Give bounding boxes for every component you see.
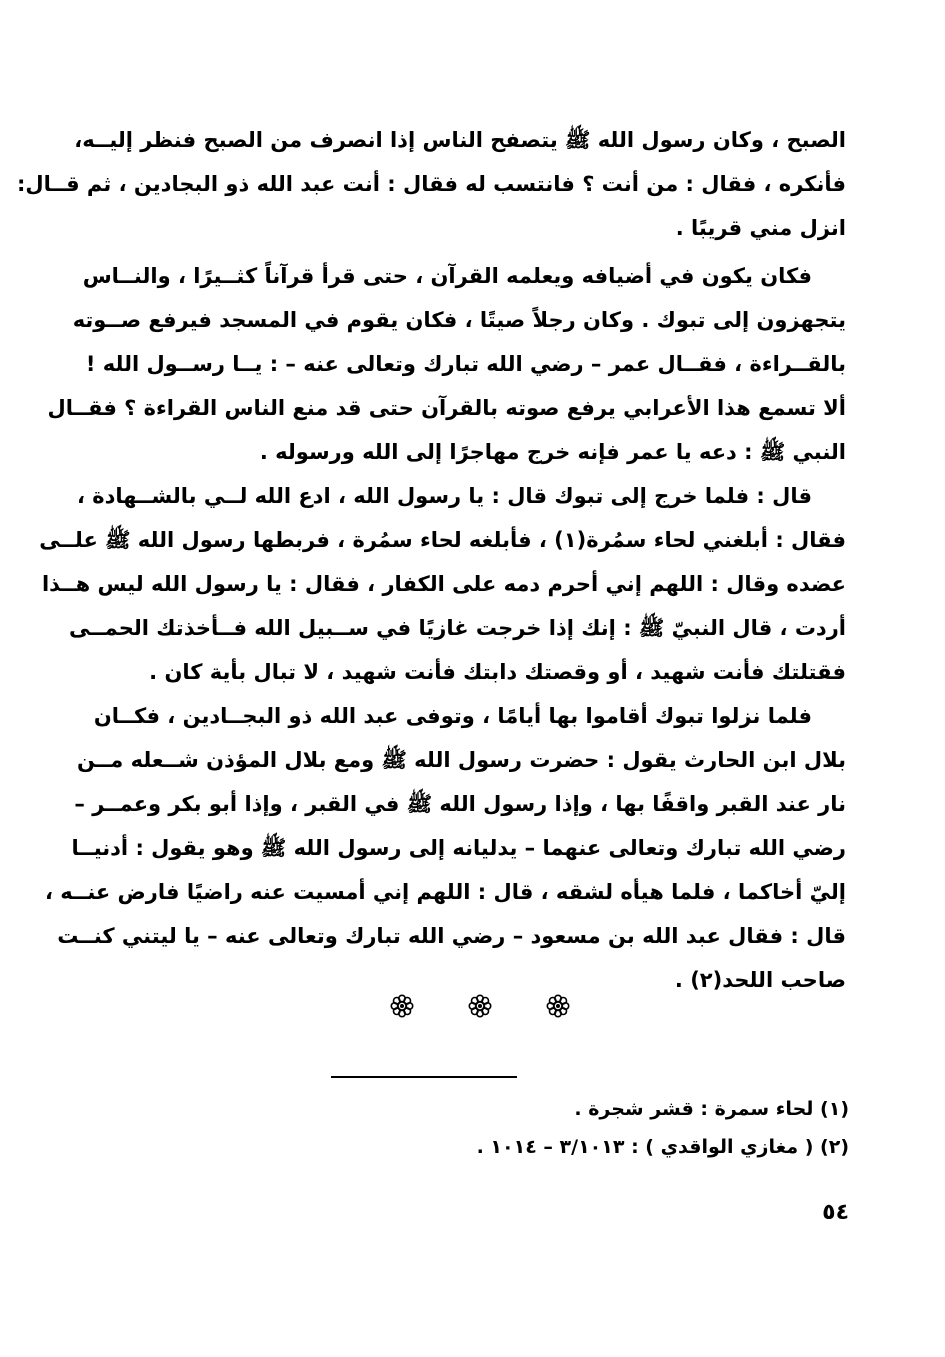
text-line: فأنكره ، فقال : من أنت ؟ فانتسب له فقال : أنت عبد الله ذو البجادين ، ثم قــال: xyxy=(17,172,846,196)
text-line: فلما نزلوا تبوك أقاموا بها أيامًا ، وتوفى عبد الله ذو البجــادين ، فكــان xyxy=(93,704,812,728)
footnote: (٢) ( مغازي الواقدي ) : ٣/١٠١٣ – ١٠١٤ . xyxy=(476,1136,849,1158)
text-line: إليّ أخاكما ، فلما هيأه لشقه ، قال : اللهم إني أمسيت عنه راضيًا فارض عنــه ، xyxy=(44,880,846,904)
text-line: فقتلتك فأنت شهيد ، أو وقصتك دابتك فأنت شهيد ، لا تبال بأية كان . xyxy=(149,660,846,684)
text-line: النبي ﷺ : دعه يا عمر فإنه خرج مهاجرًا إلى الله ورسوله . xyxy=(259,440,846,464)
rosette-ornament-icon xyxy=(466,992,494,1020)
text-line: فقال : أبلغني لحاء سمُرة(١) ، فأبلغه لحاء سمُرة ، فربطها رسول الله ﷺ علــى xyxy=(39,528,846,552)
section-ornaments xyxy=(388,988,572,1024)
footnotes xyxy=(289,1090,849,1166)
text-line: أردت ، قال النبيّ ﷺ : إنك إذا خرجت غازيًا في ســبيل الله فــأخذتك الحمــى xyxy=(69,616,846,640)
text-line: فكان يكون في أضيافه ويعلمه القرآن ، حتى قرأ قرآناً كثــيرًا ، والنــاس xyxy=(82,264,812,288)
text-line: انزل مني قريبًا . xyxy=(675,216,846,240)
text-line: رضي الله تبارك وتعالى عنهما – يدليانه إلى رسول الله ﷺ وهو يقول : أدنيــا xyxy=(71,836,846,860)
footnote: (١) لحاء سمرة : قشر شجرة . xyxy=(574,1098,849,1120)
text-line: صاحب اللحد(٢) . xyxy=(674,968,846,992)
footnote-separator xyxy=(331,1076,517,1078)
text-line: بلال ابن الحارث يقول : حضرت رسول الله ﷺ ومع بلال المؤذن شــعله مــن xyxy=(77,748,846,772)
text-line: يتجهزون إلى تبوك . وكان رجلاً صيتًا ، فكان يقوم في المسجد فيرفع صــوته xyxy=(72,308,846,332)
text-line: الصبح ، وكان رسول الله ﷺ يتصفح الناس إذا انصرف من الصبح فنظر إليــه، xyxy=(74,128,846,152)
text-line: ألا تسمع هذا الأعرابي يرفع صوته بالقرآن حتى قد منع الناس القراءة ؟ فقــال xyxy=(47,396,846,420)
text-line: قال : فلما خرج إلى تبوك قال : يا رسول الله ، ادع الله لــي بالشــهادة ، xyxy=(76,484,812,508)
body-text xyxy=(17,118,846,1002)
page-number: ٥٤ xyxy=(822,1200,849,1225)
text-line: عضده وقال : اللهم إني أحرم دمه على الكفار ، فقال : يا رسول الله ليس هــذا xyxy=(41,572,846,596)
text-line: قال : فقال عبد الله بن مسعود – رضي الله تبارك وتعالى عنه – يا ليتني كنــت xyxy=(57,924,846,948)
text-line: نار عند القبر واقفًا بها ، وإذا رسول الله ﷺ في القبر ، وإذا أبو بكر وعمــر – xyxy=(74,792,846,816)
rosette-ornament-icon xyxy=(388,992,416,1020)
text-line: بالقــراءة ، فقــال عمر – رضي الله تبارك وتعالى عنه – : يــا رســول الله ! xyxy=(85,352,846,376)
rosette-ornament-icon xyxy=(544,992,572,1020)
